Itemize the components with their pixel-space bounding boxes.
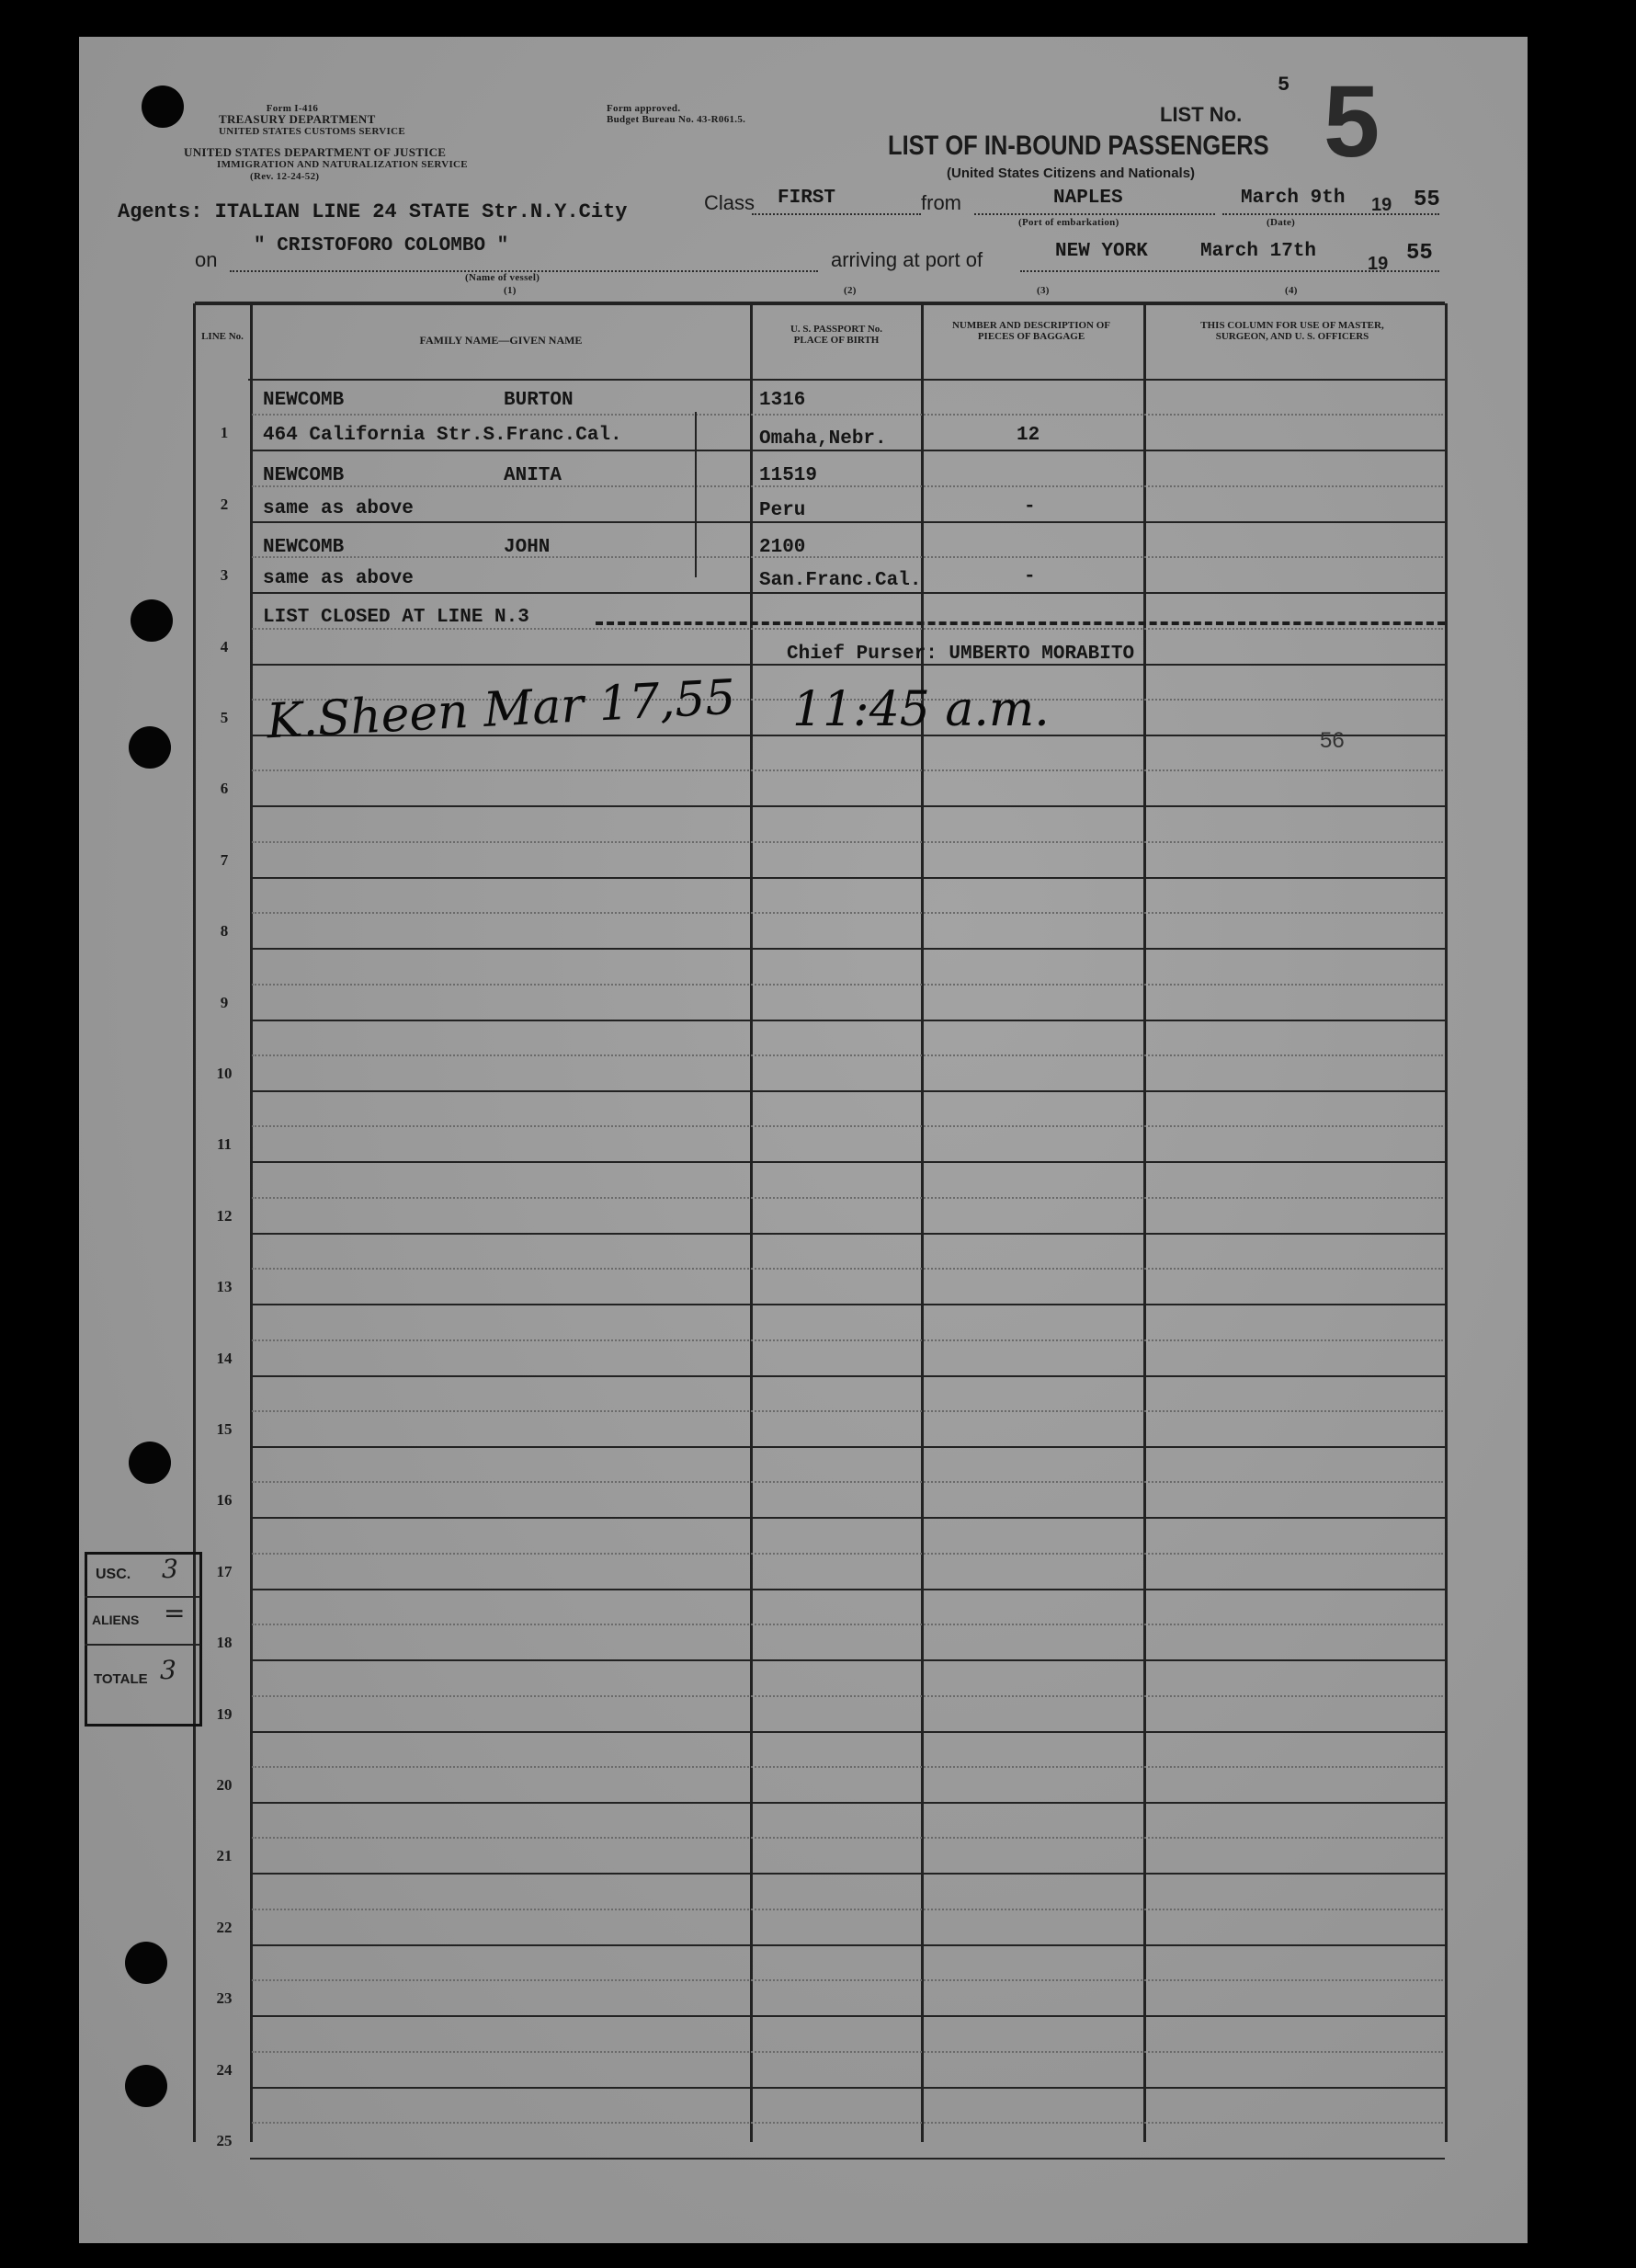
punch-hole bbox=[125, 1942, 167, 1984]
usc-label: USC. bbox=[96, 1567, 131, 1582]
row-midline bbox=[252, 2122, 1443, 2124]
row-rule bbox=[250, 1589, 1445, 1590]
entry1-family: NEWCOMB bbox=[263, 390, 345, 411]
row-rule bbox=[250, 1304, 1445, 1305]
punch-hole bbox=[125, 2065, 167, 2107]
approved-label: Form approved. bbox=[607, 103, 681, 114]
row-midline bbox=[252, 628, 1443, 630]
row-rule bbox=[250, 2158, 1445, 2160]
line-number: 11 bbox=[216, 1135, 233, 1153]
line-number: 13 bbox=[216, 1278, 233, 1295]
usc-value: 3 bbox=[162, 1554, 178, 1584]
class-label: Class bbox=[704, 191, 756, 214]
row-rule bbox=[250, 1090, 1445, 1092]
line-number: 23 bbox=[216, 1989, 233, 2007]
entry1-birth: Omaha,Nebr. bbox=[759, 428, 887, 450]
rev-date: (Rev. 12-24-52) bbox=[250, 171, 320, 182]
row-rule bbox=[250, 1873, 1445, 1875]
row-rule bbox=[250, 2015, 1445, 2017]
port-caption: (Port of embarkation) bbox=[1018, 217, 1119, 228]
entry2-family: NEWCOMB bbox=[263, 465, 345, 486]
line-number: 20 bbox=[216, 1776, 233, 1794]
row-midline bbox=[252, 984, 1443, 986]
bracket-mark bbox=[695, 412, 697, 577]
entry2-address: same as above bbox=[263, 498, 414, 519]
entry2-birth: Peru bbox=[759, 500, 806, 521]
col-line-header: LINE No. bbox=[201, 331, 244, 342]
row-rule bbox=[250, 1731, 1445, 1733]
entry1-given: BURTON bbox=[504, 390, 574, 411]
col-baggage-header: NUMBER AND DESCRIPTION OF PIECES OF BAGGAGE bbox=[951, 320, 1111, 342]
line-number: 15 bbox=[216, 1420, 233, 1438]
row-midline bbox=[252, 1481, 1443, 1483]
entry3-passport: 2100 bbox=[759, 537, 806, 558]
date-year: 55 bbox=[1414, 188, 1440, 212]
punch-hole bbox=[131, 599, 173, 642]
line-number: 4 bbox=[220, 638, 229, 655]
punch-hole bbox=[129, 726, 171, 769]
entry2-given: ANITA bbox=[504, 465, 562, 486]
row-midline bbox=[252, 769, 1443, 771]
row-rule bbox=[250, 1517, 1445, 1519]
date-caption: (Date) bbox=[1267, 217, 1296, 228]
customs-label: UNITED STATES CUSTOMS SERVICE bbox=[219, 126, 406, 137]
stamp-number: 56 bbox=[1320, 728, 1345, 753]
aliens-label: ALIENS bbox=[92, 1613, 140, 1627]
line-number: 17 bbox=[216, 1563, 233, 1580]
page-title: LIST OF IN-BOUND PASSENGERS bbox=[888, 131, 1269, 161]
col-passport-header: U. S. PASSPORT No. PLACE OF BIRTH bbox=[790, 324, 883, 346]
row-midline bbox=[252, 1837, 1443, 1839]
entry3-baggage: - bbox=[1024, 566, 1036, 587]
arrival-date: March 17th bbox=[1200, 241, 1317, 262]
col4-num: (4) bbox=[1285, 285, 1298, 296]
row-midline bbox=[252, 1979, 1443, 1981]
line-number: 16 bbox=[216, 1491, 233, 1509]
entry3-address: same as above bbox=[263, 568, 414, 589]
row-midline bbox=[252, 1125, 1443, 1127]
arrival-year: 55 bbox=[1406, 241, 1433, 266]
row-midline bbox=[252, 2051, 1443, 2053]
budget-label: Budget Bureau No. 43-R061.5. bbox=[607, 114, 746, 125]
left-table-border bbox=[193, 303, 196, 2142]
row-midline bbox=[252, 1339, 1443, 1341]
row-midline bbox=[252, 485, 1443, 487]
arriving-label: arriving at port of bbox=[831, 248, 983, 271]
row-rule bbox=[250, 877, 1445, 879]
line-number: 1 bbox=[220, 424, 229, 441]
list-no-small: 5 bbox=[1278, 74, 1290, 97]
port-value: NAPLES bbox=[1053, 188, 1123, 209]
row-rule bbox=[250, 1161, 1445, 1163]
row-midline bbox=[252, 1766, 1443, 1768]
treasury-label: TREASURY DEPARTMENT bbox=[219, 112, 376, 126]
row-midline bbox=[252, 1268, 1443, 1270]
table-top-rule bbox=[195, 302, 1445, 305]
line-number: 3 bbox=[220, 566, 229, 584]
arrival-year-prefix: 19 bbox=[1368, 254, 1389, 274]
entry2-passport: 11519 bbox=[759, 465, 818, 486]
page-subtitle: (United States Citizens and Nationals) bbox=[947, 165, 1196, 181]
list-no-big: 5 bbox=[1324, 65, 1380, 178]
row-midline bbox=[252, 556, 1443, 558]
line-number: 22 bbox=[216, 1919, 233, 1936]
line-number: 6 bbox=[220, 780, 229, 797]
justice-label: UNITED STATES DEPARTMENT OF JUSTICE bbox=[184, 145, 447, 159]
row-midline bbox=[252, 1553, 1443, 1555]
handwritten-time: 11:45 a.m. bbox=[792, 682, 1050, 737]
punch-hole bbox=[142, 85, 184, 128]
row-rule bbox=[250, 450, 1445, 451]
closing-rule bbox=[596, 621, 1445, 625]
entry3-family: NEWCOMB bbox=[263, 537, 345, 558]
manifest-page bbox=[79, 37, 1528, 2243]
date-value: March 9th bbox=[1241, 188, 1346, 209]
class-value: FIRST bbox=[778, 188, 836, 209]
list-no-label: LIST No. bbox=[1160, 103, 1243, 126]
total-value: 3 bbox=[160, 1655, 176, 1685]
line-number: 19 bbox=[216, 1705, 233, 1723]
col-officers-header: THIS COLUMN FOR USE OF MASTER, SURGEON, AND U. S. OFFICERS bbox=[1200, 320, 1384, 342]
line-number: 9 bbox=[220, 994, 229, 1011]
baggage-divider bbox=[1143, 303, 1146, 2142]
line-number: 25 bbox=[216, 2132, 233, 2149]
row-midline bbox=[252, 912, 1443, 914]
list-closed: LIST CLOSED AT LINE N.3 bbox=[263, 607, 529, 628]
row-midline bbox=[252, 1410, 1443, 1412]
row-rule bbox=[250, 1020, 1445, 1021]
line-number: 8 bbox=[220, 922, 229, 940]
row-rule bbox=[250, 805, 1445, 807]
row-rule bbox=[250, 1659, 1445, 1661]
entry1-passport: 1316 bbox=[759, 390, 806, 411]
entry1-address: 464 California Str.S.Franc.Cal. bbox=[263, 425, 622, 446]
vessel-caption: (Name of vessel) bbox=[465, 272, 540, 283]
punch-hole bbox=[129, 1442, 171, 1484]
line-number: 7 bbox=[220, 851, 229, 869]
entry1-baggage: 12 bbox=[1017, 425, 1040, 446]
header-bottom-rule bbox=[248, 379, 1445, 381]
col2-num: (2) bbox=[844, 285, 857, 296]
arrival-port: NEW YORK bbox=[1055, 241, 1148, 262]
lineno-divider bbox=[250, 303, 253, 2142]
vessel-name: " CRISTOFORO COLOMBO " bbox=[254, 235, 509, 256]
col3-num: (3) bbox=[1037, 285, 1050, 296]
row-midline bbox=[252, 1054, 1443, 1056]
total-label: TOTALE bbox=[94, 1671, 148, 1687]
row-rule bbox=[250, 1375, 1445, 1377]
line-number: 24 bbox=[216, 2061, 233, 2079]
from-label: from bbox=[921, 191, 961, 214]
col-name-header: FAMILY NAME—GIVEN NAME bbox=[419, 334, 583, 347]
row-midline bbox=[252, 1197, 1443, 1199]
line-number: 18 bbox=[216, 1634, 233, 1651]
chief-purser: Chief Purser: UMBERTO MORABITO bbox=[787, 644, 1135, 665]
line-number: 10 bbox=[216, 1065, 233, 1082]
right-table-border bbox=[1445, 303, 1448, 2142]
line-number: 2 bbox=[220, 496, 229, 513]
row-rule bbox=[250, 521, 1445, 523]
row-rule bbox=[250, 1802, 1445, 1804]
line-number: 5 bbox=[220, 709, 229, 726]
line-number: 21 bbox=[216, 1847, 233, 1864]
handwritten-signature: K.Sheen Mar 17,55 bbox=[265, 669, 737, 750]
row-rule bbox=[250, 948, 1445, 950]
agents-line: Agents: ITALIAN LINE 24 STATE Str.N.Y.City bbox=[118, 200, 628, 223]
passport-divider bbox=[921, 303, 924, 2142]
row-rule bbox=[250, 1446, 1445, 1448]
immigration-label: IMMIGRATION AND NATURALIZATION SERVICE bbox=[217, 159, 468, 170]
row-rule bbox=[250, 2087, 1445, 2089]
row-midline bbox=[252, 414, 1443, 416]
line-number: 14 bbox=[216, 1350, 233, 1367]
date-year-prefix: 19 bbox=[1371, 195, 1392, 215]
row-rule bbox=[250, 1233, 1445, 1235]
row-rule bbox=[250, 592, 1445, 594]
row-midline bbox=[252, 1695, 1443, 1697]
entry2-baggage: - bbox=[1024, 496, 1036, 518]
row-rule bbox=[250, 1944, 1445, 1946]
aliens-value: = bbox=[164, 1598, 186, 1628]
vessel-col-num: (1) bbox=[504, 285, 517, 296]
entry3-given: JOHN bbox=[504, 537, 551, 558]
row-midline bbox=[252, 841, 1443, 843]
line-number: 12 bbox=[216, 1207, 233, 1225]
on-label: on bbox=[195, 248, 218, 271]
row-midline bbox=[252, 1909, 1443, 1910]
name-divider bbox=[750, 303, 753, 2142]
form-number: Form I-416 bbox=[266, 103, 319, 114]
row-midline bbox=[252, 1624, 1443, 1625]
entry3-birth: San.Franc.Cal. bbox=[759, 570, 922, 591]
